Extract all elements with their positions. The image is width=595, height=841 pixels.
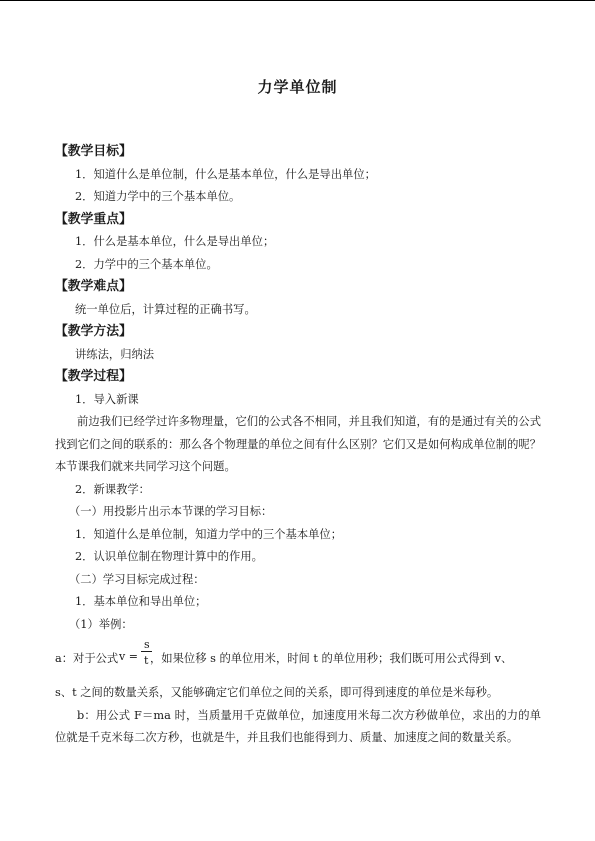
page-top-rule: [0, 0, 595, 1]
subsection-one: （一）用投影片出示本节课的学习目标：: [69, 505, 273, 518]
document-body: [55, 141, 541, 750]
example-a-continued: s、t 之间的数量关系，又能够确定它们单位之间的关系，即可得到速度的单位是米每秒。: [55, 686, 499, 699]
key-point-item: 1．什么是基本单位，什么是导出单位；: [75, 235, 275, 248]
section-heading-goals: 【教学目标】: [55, 144, 132, 159]
formula-suffix: ，如果位移 s 的单位用米，时间 t 的单位用秒；我们既可用公式得到 v、: [150, 652, 513, 665]
subsection-two: （二）学习目标完成过程：: [69, 572, 205, 586]
formula-numerator: s: [144, 638, 150, 651]
formula-line: [55, 636, 541, 682]
section-heading-methods: 【教学方法】: [55, 324, 132, 339]
section-heading-process: 【教学过程】: [55, 369, 132, 384]
new-lesson-label: 2．新课教学：: [75, 482, 150, 496]
section-heading-key-points: 【教学重点】: [55, 211, 132, 227]
key-point-item: 2．力学中的三个基本单位。: [75, 257, 218, 271]
formula-prefix: a：对于公式: [55, 652, 119, 665]
basic-units-label: 1．基本单位和导出单位；: [75, 595, 207, 608]
difficulty-text: 统一单位后，计算过程的正确书写。: [75, 302, 256, 316]
formula-lhs: v =: [119, 650, 138, 663]
page-title: 力学单位制: [257, 78, 338, 96]
intro-label: 1．导入新课: [75, 392, 139, 406]
methods-text: 讲练法，归纳法: [75, 347, 155, 361]
intro-paragraph: 前边我们已经学过许多物理量，它们的公式各不相同，并且我们知道，有的是通过有关的公式找到它们之间的联系的：那么各个物理量的单位之间有什么区别？它们又是如何构成单位制的呢？本节课我们就来共同学习这个问题。: [55, 415, 541, 473]
goal-item: 1．知道什么是单位制，什么是基本单位，什么是导出单位；: [75, 167, 376, 181]
section-heading-difficulties: 【教学难点】: [55, 279, 132, 294]
example-b-paragraph: b：用公式 F＝ma 时，当质量用千克做单位，加速度用米每二次方秒做单位，求出的力的单位就是千克米每二次方秒，也就是牛，并且我们也能得到力、质量、加速度之间的数量关系。: [55, 708, 541, 744]
lesson-goal-item: 2．认识单位制在物理计算中的作用。: [75, 550, 263, 563]
example-label: （1）举例：: [69, 617, 133, 631]
goal-item: 2．知道力学中的三个基本单位。: [75, 190, 241, 203]
formula-denominator: t: [144, 654, 149, 667]
lesson-goal-item: 1．知道什么是单位制，知道力学中的三个基本单位；: [75, 527, 343, 541]
